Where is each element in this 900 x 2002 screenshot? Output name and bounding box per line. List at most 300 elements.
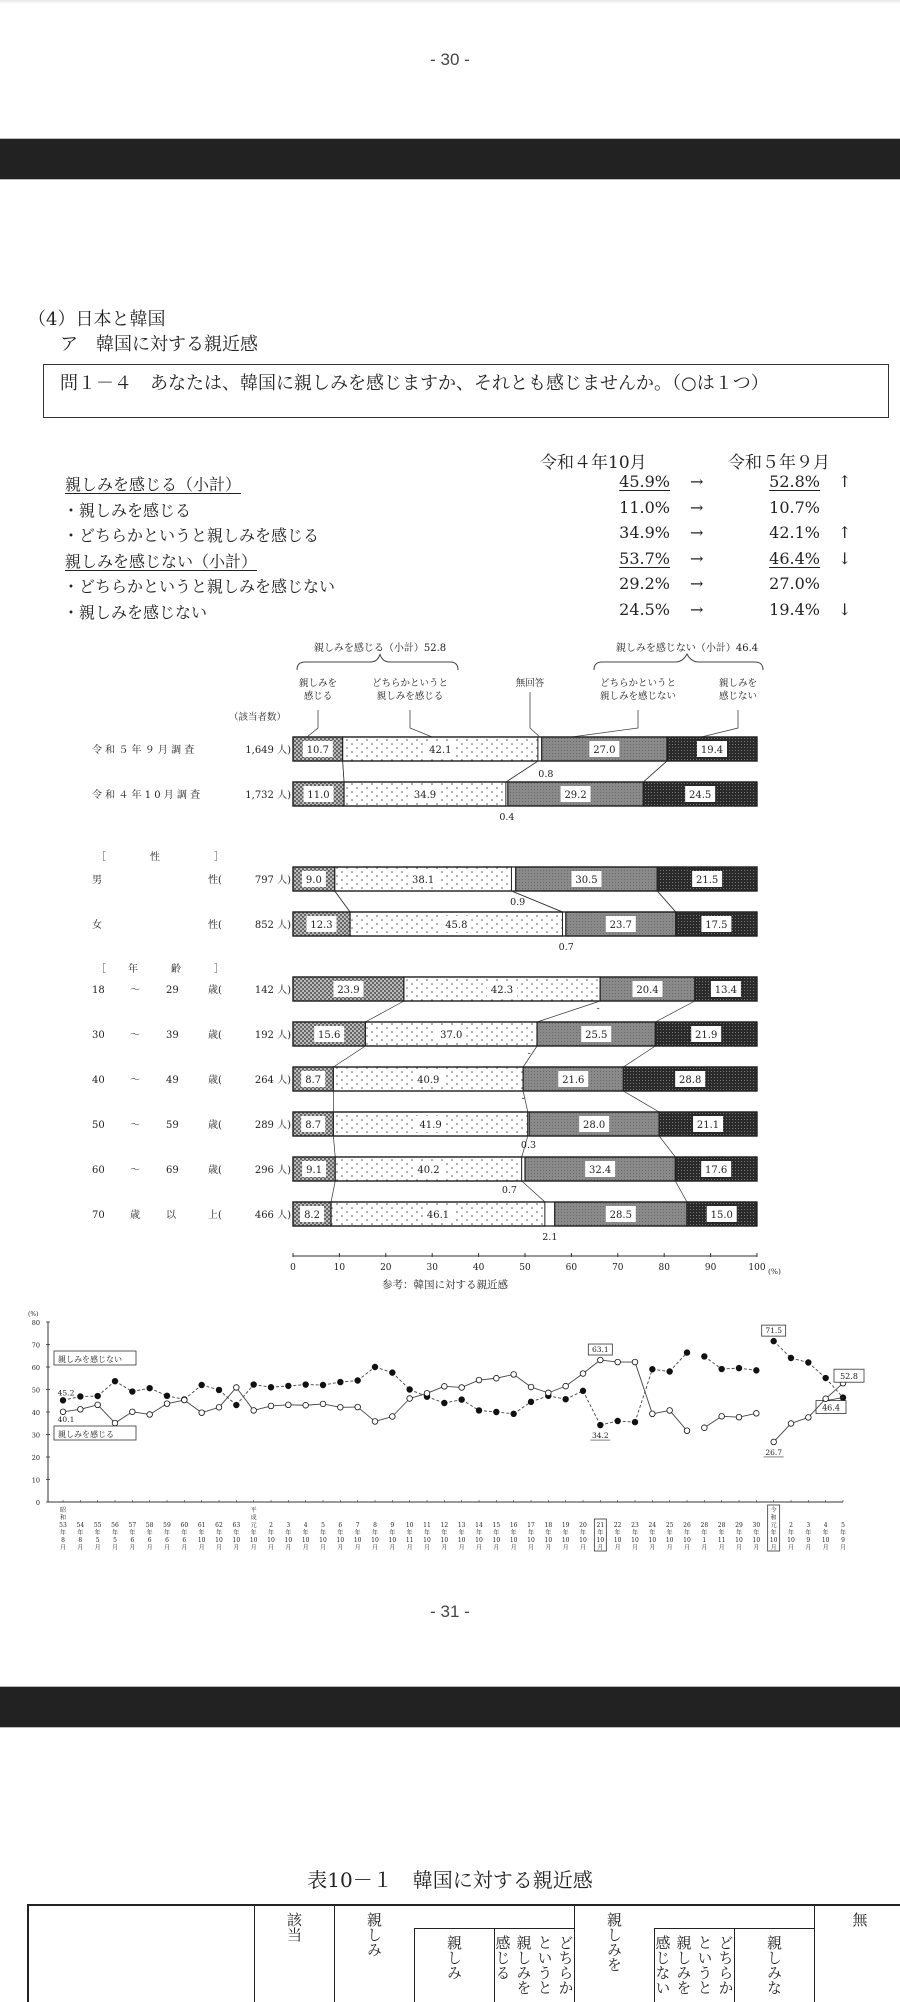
x-tick-label: 月 [112,1544,118,1552]
column-prev-period: 令和４年10月 [540,448,647,473]
x-tick-label: 年 [545,1529,551,1537]
data-point [286,1383,292,1389]
value-label: 17.6 [705,1165,727,1176]
x-tick-label: 年 [563,1529,569,1537]
x-tick-label: 月 [60,1544,66,1552]
x-tick-label: 10 [441,1537,449,1544]
x-tick-label: 6 [130,1537,134,1544]
y-tick-label: 50 [32,1387,40,1395]
x-tick-label: 年 [615,1529,621,1537]
x-tick-label: 5 [321,1522,325,1529]
x-tick-label: 年 [303,1529,309,1537]
x-tick-label: 10 [423,1537,431,1544]
y-tick-label: 60 [32,1364,40,1372]
x-tick-label: 月 [667,1544,673,1552]
curr-value: 46.4% [758,549,820,568]
y-tick-label: 70 [32,1342,40,1350]
value-label: 32.4 [589,1165,611,1176]
no-answer-label: 0.8 [538,769,553,780]
row-n-count: 289 人) [255,1118,291,1131]
x-tick-label: 10 [319,1537,327,1544]
x-tick-label: 月 [199,1544,205,1552]
series-segment [566,1374,583,1387]
x-tick-label: 10 [753,1537,761,1544]
data-point [130,1389,136,1395]
x-tick-label: 10 [267,1537,275,1544]
value-label: 40.2 [417,1165,439,1176]
x-tick-label: 月 [719,1544,725,1552]
x-tick-label: 70 [612,1263,624,1273]
series-segment [98,1405,115,1423]
row-n-count: 1,649 人) [245,743,291,756]
row-label: 歳( [208,1028,222,1041]
row-label: ～ [130,985,140,996]
x-tick-label: 10 [302,1537,310,1544]
x-tick-label: 月 [77,1544,83,1552]
data-point [164,1401,170,1407]
bar-segment [512,867,516,891]
no-answer-label: 0.7 [559,942,574,953]
legend-label: 感じない [719,690,757,702]
x-tick-label: 月 [216,1544,222,1552]
x-tick-label: 年 [805,1529,811,1537]
down-arrow-icon: ↓ [838,600,851,619]
prev-value: 29.2% [608,574,670,593]
x-tick-label: 62 [215,1522,223,1529]
x-tick-label: 月 [251,1544,257,1552]
x-tick-label: 4 [824,1522,828,1529]
x-tick-label: 年 [840,1529,846,1537]
x-tick-label: 年 [528,1529,534,1537]
data-point [754,1368,760,1374]
value-label: 13.4 [715,985,737,996]
connector-line [643,761,667,782]
x-tick-label: 成 [251,1514,257,1522]
group-label-age: 年 [128,962,138,975]
no-answer-label: 0.4 [499,812,514,823]
data-point [684,1428,690,1434]
x-tick-label: 10 [579,1537,587,1544]
table-header-cell: 親しみ [414,1928,494,2002]
data-point [459,1397,465,1403]
x-tick-label: 10 [735,1537,743,1544]
curr-value: 27.0% [758,574,820,593]
annotation-label: 40.1 [58,1415,75,1424]
x-tick-label: 月 [788,1544,794,1552]
x-tick-label: 10 [337,1537,345,1544]
legend-label: 無回答 [516,677,545,689]
value-label: 17.5 [705,920,727,931]
row-label: 歳( [208,983,222,996]
series-segment [358,1407,375,1421]
value-label: 42.3 [491,985,513,996]
x-tick-label: 月 [129,1544,135,1552]
curr-value: 10.7% [758,498,820,517]
x-tick-label: 13 [458,1522,466,1529]
no-answer-label: 0.3 [521,1140,536,1151]
table-header-cell: 親しみを [574,1906,654,2002]
data-point [320,1401,326,1407]
series-segment [670,1410,687,1430]
data-point [147,1385,153,1391]
value-label: 23.7 [610,920,632,931]
data-point [424,1391,430,1397]
value-label: 40.9 [417,1075,439,1086]
data-point [511,1372,517,1378]
x-tick-label: 年 [355,1529,361,1537]
data-point [771,1338,777,1344]
x-tick-label: 年 [459,1529,465,1537]
x-tick-label: 令 [771,1506,777,1514]
page-separator-2 [0,1686,900,1728]
arrow-icon: → [690,574,703,593]
value-label: 21.9 [695,1030,717,1041]
value-label: 30.5 [575,875,597,886]
data-point [407,1396,413,1402]
data-point [251,1408,257,1414]
row-label: 令 和 ４ 年 1 0 月 調 査 [92,788,200,801]
value-label: 9.0 [306,875,322,886]
x-tick-label: 月 [441,1544,447,1552]
x-tick-label: 月 [823,1544,829,1552]
data-point [788,1421,794,1427]
bar-row [92,1112,757,1157]
data-point [598,1422,604,1428]
row-label: 歳( [208,1073,222,1086]
value-label: 8.2 [304,1210,320,1221]
x-tick-label: 4 [304,1522,308,1529]
connector-line [623,1091,659,1112]
data-point [407,1387,413,1393]
x-tick-label: 月 [511,1544,517,1552]
x-tick-label: 29 [735,1522,743,1529]
x-tick-label: 10 [822,1537,830,1544]
x-tick-label: 16 [510,1522,518,1529]
value-label: 8.7 [305,1075,321,1086]
x-tick-label: 5 [96,1537,100,1544]
x-tick-label: 9 [390,1522,394,1529]
data-point [112,1378,118,1384]
x-tick-label: 年 [112,1529,118,1537]
data-point [702,1425,708,1431]
x-tick-label: 年 [493,1529,499,1537]
value-label: 34.9 [414,790,436,801]
x-tick-label: 30 [426,1263,438,1273]
annotation-label: 46.4 [822,1404,840,1413]
data-point [667,1408,673,1414]
x-tick-label: 月 [771,1544,777,1552]
x-tick-label: 20 [579,1522,587,1529]
x-tick-label: 6 [338,1522,342,1529]
value-label: 41.9 [419,1120,441,1131]
row-label: ～ [130,1120,140,1131]
row-label: 男 [92,874,102,886]
x-tick-label: 平 [251,1506,257,1514]
connector-line [333,1136,335,1157]
section-subheading: ア 韓国に対する親近感 [60,330,258,356]
row-n-count: 466 人) [255,1208,291,1221]
x-tick-label: 月 [684,1544,690,1552]
x-tick-label: 年 [823,1529,829,1537]
x-tick-label: 63 [233,1522,241,1529]
x-tick-label: 年 [147,1529,153,1537]
data-point [372,1364,378,1370]
curr-value: 19.4% [758,600,820,619]
value-label: 46.1 [427,1210,449,1221]
data-point [251,1382,257,1388]
x-tick-label: 月 [95,1544,101,1552]
prev-value: 34.9% [608,523,670,542]
x-tick-label: 年 [476,1529,482,1537]
x-tick-label: 年 [597,1529,603,1537]
row-n-count: 296 人) [255,1163,291,1176]
series-segment [236,1387,253,1410]
legend-label: どちらかというと [372,678,448,689]
brace-label-left: 親しみを感じる（小計）52.8 [314,641,446,654]
bar-row [92,1067,757,1112]
data-point [95,1393,101,1399]
x-tick-label: 年 [337,1529,343,1537]
legend-label: 感じる [304,690,333,702]
x-tick-label: 58 [146,1522,154,1529]
series-segment [392,1373,409,1390]
row-n-count: 192 人) [255,1028,291,1041]
data-point [303,1402,309,1408]
x-tick-label: 月 [753,1544,759,1552]
data-point [754,1411,760,1417]
x-tick-label: 10 [475,1537,483,1544]
row-n-count: 1,732 人) [245,788,291,801]
group-bracket: ］ [214,963,224,975]
x-tick-label: 11 [718,1537,726,1544]
row-label: ～ [130,1165,140,1176]
x-tick-label: 10 [354,1537,362,1544]
table-header-cell: どちらかというと親しみを感じる [494,1928,574,2002]
data-point [303,1382,309,1388]
data-point [130,1409,136,1415]
summary-label: 親しみを感じない（小計） [65,549,257,572]
data-point [598,1357,604,1363]
x-tick-label: 年 [771,1529,777,1537]
section-heading: （4）日本と韓国 [28,305,165,331]
x-tick-label: 18 [545,1522,553,1529]
x-tick-label: 年 [736,1529,742,1537]
x-tick-label: 10 [597,1537,605,1544]
line-chart [0,1300,900,1560]
connector-line [655,1001,694,1022]
series-segment [808,1363,825,1379]
arrow-icon: → [690,498,703,517]
legend-label: 親しみを [719,677,757,689]
x-tick-label: 月 [424,1544,430,1552]
x-tick-label: 月 [303,1544,309,1552]
legend-label: どちらかというと [600,678,676,689]
x-tick-label: 8 [61,1537,65,1544]
x-tick-label: 9 [841,1537,845,1544]
x-tick-label: 50 [519,1263,531,1273]
x-tick-label: 年 [233,1529,239,1537]
data-point [95,1402,101,1408]
legend-label: 親しみを感じる [58,1429,114,1439]
annotation-label: 34.2 [592,1431,609,1440]
x-tick-label: 月 [389,1544,395,1552]
x-tick-label: 10 [649,1537,657,1544]
data-point [234,1385,240,1391]
x-tick-label: 20 [380,1263,392,1273]
x-tick-label: 9 [806,1537,810,1544]
results-table [27,1904,900,2002]
value-label: 24.5 [689,790,711,801]
x-tick-label: 10 [406,1522,414,1529]
data-point [60,1409,66,1415]
y-unit-label: (%) [28,1311,38,1318]
x-tick-label: 年 [77,1529,83,1537]
arrow-icon: → [690,549,703,568]
data-point [650,1411,656,1417]
brace-left [297,654,458,670]
summary-row [0,472,900,498]
x-tick-label: 和 [60,1514,66,1522]
data-point [563,1383,569,1389]
series-dislike [54,1325,846,1440]
table-header-cell: どちらかというと親しみを感じない [654,1928,734,2002]
x-tick-label: 14 [475,1522,483,1529]
data-point [112,1420,118,1426]
x-tick-label: 56 [111,1522,119,1529]
data-point [476,1377,482,1383]
x-tick-label: 28 [701,1522,709,1529]
data-point [442,1400,448,1406]
x-tick-label: 年 [667,1529,673,1537]
value-label: 20.4 [636,985,658,996]
connector-line [365,1001,404,1022]
value-label: 45.8 [445,920,467,931]
x-tick-label: 0 [290,1263,296,1273]
question-text: 問１－４ あなたは、韓国に親しみを感じますか、それとも感じませんか。（○は１つ） [60,369,769,395]
data-point [806,1415,812,1421]
x-tick-label: 10 [371,1537,379,1544]
row-label: 歳( [208,1163,222,1176]
summary-label: ・親しみを感じる [63,498,191,521]
x-tick-label: 月 [268,1544,274,1552]
row-label: 歳( [208,1118,222,1131]
x-tick-label: 月 [615,1544,621,1552]
x-tick-label: 年 [441,1529,447,1537]
value-label: 8.7 [305,1120,321,1131]
connector-line [331,1181,335,1202]
data-point [719,1366,725,1372]
table-header-cell: 親しみ [334,1906,414,2002]
value-label: 28.8 [679,1075,701,1086]
no-answer-label: - [597,1003,600,1014]
data-point [78,1407,84,1413]
brace-right [594,654,763,670]
data-point [806,1360,812,1366]
data-point [199,1382,205,1388]
x-tick-label: 年 [580,1529,586,1537]
data-point [632,1419,638,1425]
x-tick-label: 年 [285,1529,291,1537]
x-tick-label: 10 [770,1537,778,1544]
series-segment [358,1367,375,1381]
x-tick-label: 月 [736,1544,742,1552]
bar-row [92,1157,757,1202]
bar-row [92,737,757,782]
group-bracket: ［ [96,851,106,863]
x-tick-label: 月 [580,1544,586,1552]
x-tick-label: 54 [77,1522,85,1529]
group-label-sex: 性 [150,850,160,863]
x-tick-label: 11 [423,1522,431,1529]
row-n-count: 852 人) [255,918,291,931]
value-label: 11.0 [307,790,329,801]
group-bracket: ［ [96,963,106,975]
x-tick-label: 月 [285,1544,291,1552]
row-label: 70 [92,1210,105,1221]
x-tick-label: 10 [389,1537,397,1544]
row-label: ～ [130,1030,140,1041]
x-tick-label: 30 [753,1522,761,1529]
x-tick-label: 年 [684,1529,690,1537]
x-tick-label: 53 [59,1522,67,1529]
x-tick-label: 元 [251,1522,257,1529]
connector-line [675,1181,687,1202]
x-tick-label: 2 [789,1522,793,1529]
data-point [355,1378,361,1384]
x-tick-label: 月 [355,1544,361,1552]
row-label: 49 [166,1075,179,1086]
data-point [390,1370,396,1376]
summary-row [0,600,900,626]
data-point [494,1409,500,1415]
summary-row [0,523,900,549]
x-tick-label: 月 [528,1544,534,1552]
page-number-top: - 30 - [0,50,900,70]
legend-label: 親しみを感じない [600,690,676,702]
x-tick-label: 月 [181,1544,187,1552]
x-tick-label: 3 [286,1522,290,1529]
x-tick-label: 年 [424,1529,430,1537]
no-answer-label: 2.1 [542,1232,557,1243]
data-point [234,1402,240,1408]
value-label: 38.1 [412,875,434,886]
x-tick-label: 月 [459,1544,465,1552]
x-tick-label: 7 [356,1522,360,1529]
x-tick-label: 年 [511,1529,517,1537]
data-point [615,1359,621,1365]
summary-label: ・どちらかというと親しみを感じる [63,523,319,546]
prev-value: 45.9% [608,472,670,491]
x-tick-label: 月 [649,1544,655,1552]
connector-line [657,891,676,912]
value-label: 42.1 [429,745,451,756]
row-label: 59 [166,1120,179,1131]
bar-row [92,867,757,912]
x-tick-label: 10 [666,1537,674,1544]
value-label: 29.2 [564,790,586,801]
x-tick-label: 和 [771,1514,777,1522]
row-label: 39 [166,1030,179,1041]
table-header-cell [29,1906,254,2002]
x-tick-label: 月 [337,1544,343,1552]
x-tick-label: 10 [215,1537,223,1544]
x-tick-label: 17 [527,1522,535,1529]
annotation-label: 26.7 [765,1448,782,1457]
x-tick-label: 10 [233,1537,241,1544]
annotation-label: 52.8 [840,1372,858,1381]
y-tick-label: 40 [32,1409,40,1417]
data-point [546,1390,552,1396]
